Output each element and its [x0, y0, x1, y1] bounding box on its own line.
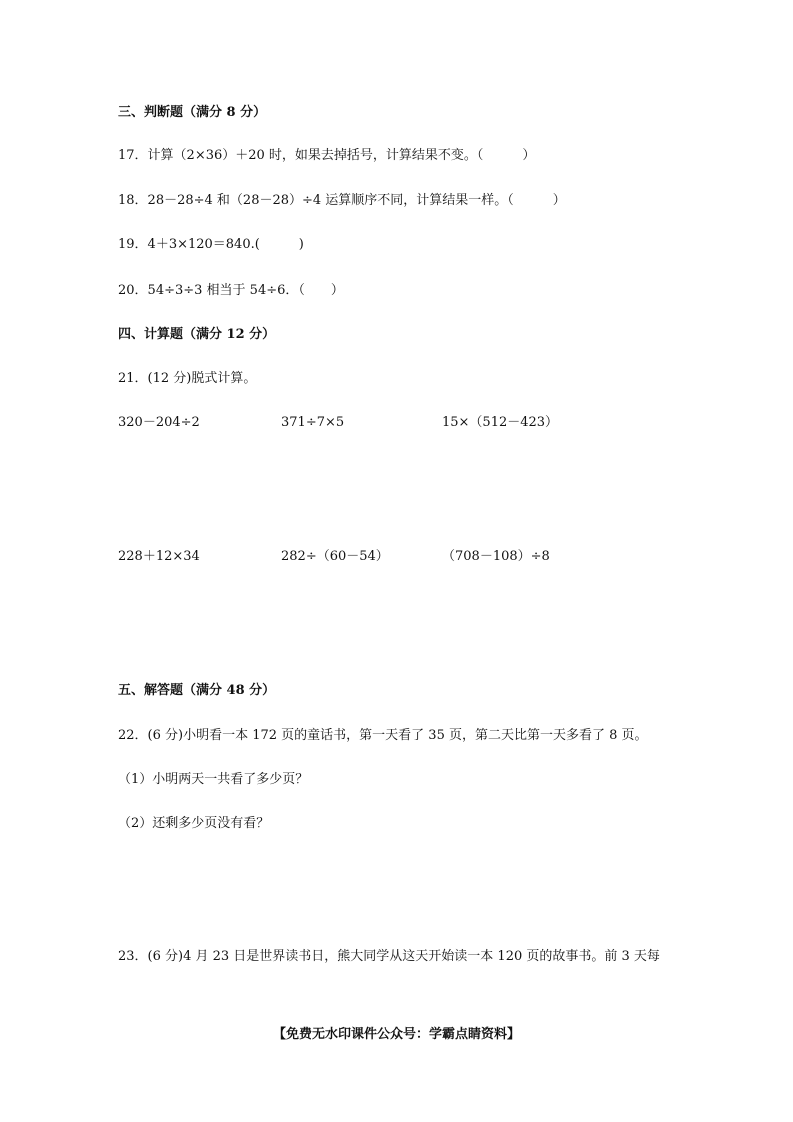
section-3-heading: 三、判断题（满分 8 分）	[118, 105, 267, 120]
expression-6: （708－108）÷8	[442, 549, 550, 564]
question-18: 18．28－28÷4 和（28－28）÷4 运算顺序不同，计算结果一样。（ ）	[118, 193, 566, 208]
section-5-heading: 五、解答题（满分 48 分）	[118, 683, 276, 698]
question-19: 19．4＋3×120＝840.( )	[118, 237, 304, 252]
expression-4: 228＋12×34	[118, 549, 200, 564]
question-22-part-1: （1）小明两天一共看了多少页？	[118, 772, 309, 787]
question-20: 20．54÷3÷3 相当于 54÷6．（ ）	[118, 283, 344, 298]
page-footer: 【免费无水印课件公众号：学霸点睛资料】	[272, 1027, 520, 1042]
question-21: 21．(12 分)脱式计算。	[118, 371, 257, 386]
section-4-heading: 四、计算题（满分 12 分）	[118, 327, 276, 342]
question-22-part-2: （2）还剩多少页没有看？	[118, 816, 270, 831]
expression-2: 371÷7×5	[281, 415, 345, 430]
expression-1: 320－204÷2	[118, 415, 200, 430]
question-22: 22．(6 分)小明看一本 172 页的童话书，第一天看了 35 页，第二天比第一天多看了 8 页。	[118, 728, 648, 743]
question-17: 17．计算（2×36）＋20 时，如果去掉括号，计算结果不变。（ ）	[118, 148, 536, 163]
question-23: 23．(6 分)4 月 23 日是世界读书日，熊大同学从这天开始读一本 120 页的故事书。前 3 天每	[118, 949, 660, 964]
expression-3: 15×（512－423）	[442, 415, 559, 430]
expression-5: 282÷（60－54）	[281, 549, 389, 564]
